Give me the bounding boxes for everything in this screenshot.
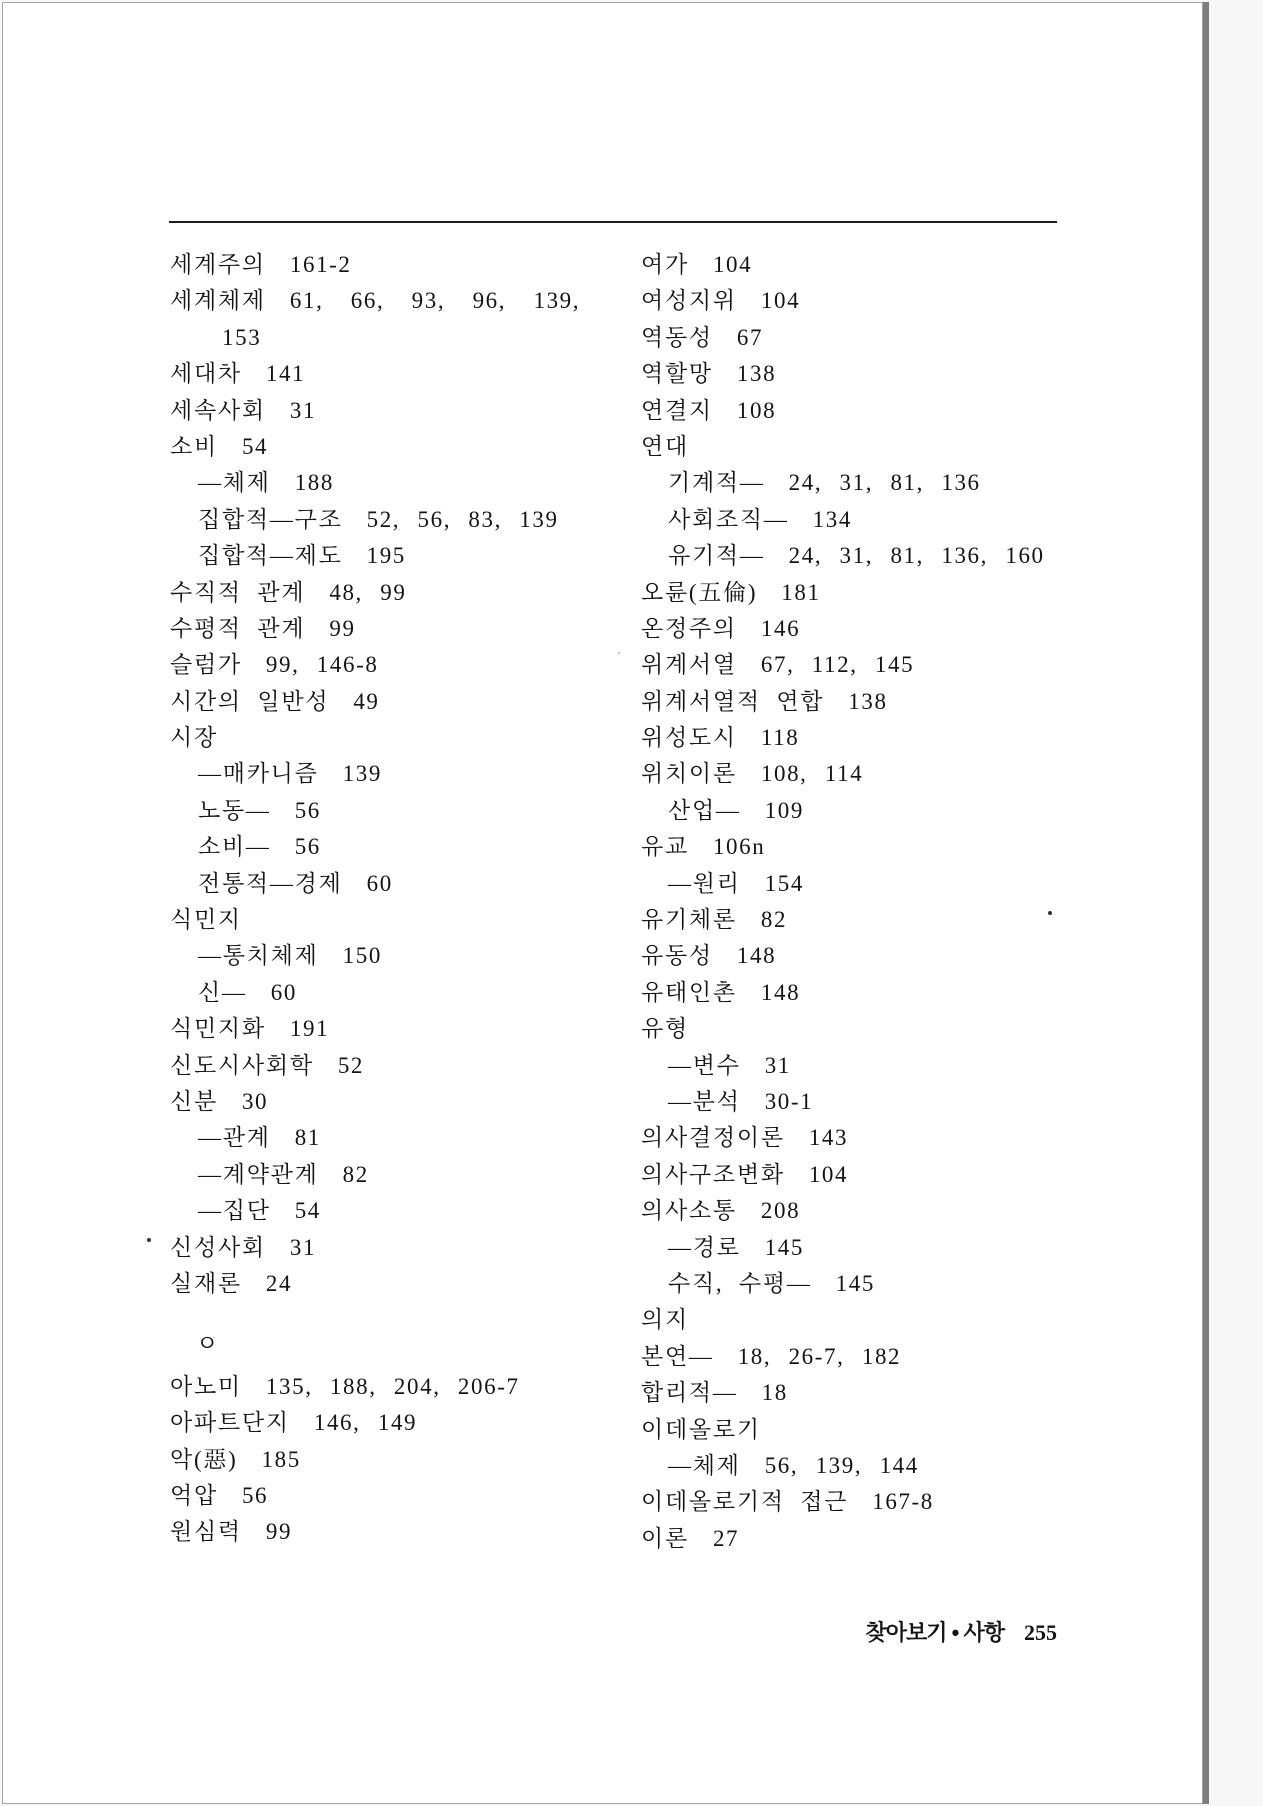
entry-pages: 181: [781, 579, 821, 605]
entry-term: 오륜(五倫): [641, 579, 758, 605]
entry-pages: 52, 56, 83, 139: [366, 506, 559, 532]
entry-term: 소비: [170, 433, 218, 459]
index-entry: [641, 1339, 1161, 1375]
entry-pages: 99, 146-8: [265, 652, 379, 678]
index-subentry: [641, 793, 1161, 829]
index-entry: [170, 684, 625, 720]
index-column-right: [641, 247, 1161, 1557]
index-subentry: [641, 1230, 1161, 1266]
entry-term: 본연—: [641, 1343, 714, 1369]
entry-pages: 185: [261, 1446, 301, 1472]
entry-term: —체제: [668, 1452, 741, 1478]
entry-term: 이데올로기적 접근: [641, 1489, 849, 1515]
index-entry: [170, 1084, 625, 1120]
entry-term: 온정주의: [641, 615, 737, 641]
page-continuation: [170, 320, 625, 356]
entry-pages: 81: [294, 1125, 321, 1151]
entry-term: 집합적—제도: [198, 543, 343, 569]
entry-pages: 109: [764, 797, 804, 823]
index-entry: [641, 720, 1161, 756]
entry-term: 슬럼가: [170, 652, 242, 678]
entry-term: —경로: [668, 1234, 741, 1260]
entry-term: 노동—: [198, 797, 271, 823]
index-subentry: [641, 1266, 1161, 1302]
entry-term: 세대차: [170, 361, 242, 387]
entry-pages: 154: [764, 870, 804, 896]
entry-term: —매카니즘: [198, 761, 319, 787]
entry-term: —원리: [668, 870, 741, 896]
page-number: 255: [1024, 1620, 1057, 1645]
entry-term: 위계서열적 연합: [641, 688, 825, 714]
entry-pages: 31: [289, 1234, 317, 1260]
index-entry: [641, 1521, 1161, 1557]
index-subentry: [641, 465, 1161, 501]
entry-pages: 161-2: [289, 252, 352, 277]
entry-term: 여가: [641, 252, 689, 277]
entry-pages: 27: [712, 1525, 740, 1551]
entry-term: 유형: [641, 1016, 689, 1042]
index-entry: [170, 1011, 625, 1047]
index-entry: [170, 1405, 625, 1441]
entry-pages: 139: [342, 761, 382, 787]
entry-pages: 56: [294, 834, 321, 860]
entry-term: 신분: [170, 1088, 218, 1114]
index-page: [2, 2, 1203, 1804]
index-subentry: [641, 1084, 1161, 1120]
index-entry: [641, 975, 1161, 1011]
entry-term: 세계체제: [170, 288, 266, 314]
entry-term: 의지: [641, 1307, 689, 1333]
entry-pages: 24: [265, 1270, 293, 1296]
entry-term: 위치이론: [641, 761, 737, 787]
entry-pages: 145: [835, 1270, 875, 1296]
index-subentry: [170, 866, 625, 902]
entry-term: 아노미: [170, 1373, 242, 1399]
entry-pages: 56, 139, 144: [764, 1452, 919, 1478]
entry-pages: 24, 31, 81, 136: [788, 470, 981, 496]
index-entry: [170, 1048, 625, 1084]
entry-term: 위계서열: [641, 652, 737, 678]
entry-term: 집합적—구조: [198, 506, 343, 532]
entry-term: 원심력: [170, 1519, 242, 1545]
entry-pages: 150: [342, 943, 382, 969]
entry-term: 합리적—: [641, 1380, 738, 1406]
entry-term: 소비—: [198, 834, 271, 860]
scan-speck: [147, 1238, 151, 1242]
index-subentry: [641, 538, 1161, 574]
entry-pages: 108: [736, 397, 777, 423]
entry-pages: 56: [241, 1482, 269, 1508]
entry-term: 세계주의: [170, 252, 266, 277]
index-entry: [641, 829, 1161, 865]
entry-term: 산업—: [668, 797, 741, 823]
entry-pages: 82: [342, 1161, 369, 1187]
index-entry: [641, 1120, 1161, 1156]
entry-term: 신—: [198, 979, 247, 1005]
index-entry: [170, 1230, 625, 1266]
entry-term: 의사결정이론: [641, 1125, 785, 1151]
entry-pages: 191: [289, 1016, 330, 1042]
entry-term: —분석: [668, 1088, 741, 1114]
top-rule: [169, 221, 1057, 223]
index-entry: [170, 720, 625, 756]
index-entry: [170, 429, 625, 465]
index-subentry: [170, 465, 625, 501]
index-subentry: [170, 829, 625, 865]
index-entry: [170, 1514, 625, 1550]
index-subentry: [170, 1157, 625, 1193]
entry-pages: 208: [760, 1198, 801, 1224]
entry-pages: 141: [265, 361, 306, 387]
entry-pages: 56: [294, 797, 321, 823]
entry-pages: 135, 188, 204, 206-7: [265, 1373, 520, 1399]
entry-pages: 104: [808, 1161, 849, 1187]
entry-pages: 30-1: [764, 1088, 814, 1114]
entry-pages: 118: [760, 725, 800, 751]
entry-pages: 18: [761, 1380, 788, 1406]
entry-pages: 188: [294, 470, 334, 496]
index-entry: [641, 1412, 1161, 1448]
index-entry: [641, 1157, 1161, 1193]
entry-pages: 153: [222, 324, 262, 350]
entry-term: 신도시사회학: [170, 1052, 314, 1078]
entry-term: 식민지화: [170, 1016, 266, 1042]
index-entry: [641, 1302, 1161, 1338]
entry-term: 시장: [170, 725, 218, 751]
entry-pages: 67: [736, 324, 764, 350]
index-subentry: [170, 756, 625, 792]
entry-term: —계약관계: [198, 1161, 319, 1187]
entry-pages: 48, 99: [329, 579, 407, 605]
entry-pages: 99: [265, 1519, 293, 1545]
entry-term: 의사구조변화: [641, 1161, 785, 1187]
index-entry: [641, 1011, 1161, 1047]
index-entry: [170, 1442, 625, 1478]
entry-pages: 99: [329, 615, 356, 641]
index-entry: [170, 647, 625, 683]
scan-speck: [618, 652, 620, 654]
entry-term: 수직, 수평—: [668, 1270, 812, 1296]
index-entry: [641, 1484, 1161, 1520]
index-entry: [170, 1369, 625, 1405]
index-entry: [170, 247, 625, 283]
entry-term: 사회조직—: [668, 506, 789, 532]
index-entry: [641, 938, 1161, 974]
entry-pages: 106n: [712, 834, 766, 860]
entry-pages: 146, 149: [313, 1410, 418, 1436]
index-entry: [641, 575, 1161, 611]
entry-term: 유교: [641, 834, 689, 860]
entry-pages: 18, 26-7, 182: [737, 1343, 902, 1369]
entry-pages: 148: [760, 979, 801, 1005]
index-entry: [170, 902, 625, 938]
entry-term: 아파트단지: [170, 1410, 290, 1436]
entry-pages: 60: [270, 979, 297, 1005]
index-entry: [170, 575, 625, 611]
entry-pages: 67, 112, 145: [760, 652, 915, 678]
index-subentry: [170, 938, 625, 974]
entry-term: 유기적—: [668, 543, 765, 569]
index-entry: [170, 393, 625, 429]
entry-pages: 104: [760, 288, 801, 314]
entry-term: 억압: [170, 1482, 218, 1508]
index-entry: [641, 756, 1161, 792]
index-entry: [641, 647, 1161, 683]
entry-pages: 108, 114: [760, 761, 864, 787]
entry-pages: 30: [241, 1088, 269, 1114]
entry-term: 식민지: [170, 907, 242, 933]
entry-pages: 146: [760, 615, 801, 641]
index-entry: [641, 429, 1161, 465]
entry-term: 실재론: [170, 1270, 242, 1296]
entry-pages: 31: [289, 397, 317, 423]
index-subentry: [170, 793, 625, 829]
index-entry: [641, 356, 1161, 392]
index-subentry: [170, 1193, 625, 1229]
scan-speck: [1048, 911, 1052, 915]
index-subentry: [170, 1120, 625, 1156]
entry-pages: 82: [760, 907, 788, 933]
entry-term: 유태인촌: [641, 979, 737, 1005]
entry-pages: 49: [353, 688, 380, 714]
entry-term: 전통적—경제: [198, 870, 343, 896]
index-entry: [641, 902, 1161, 938]
entry-term: —변수: [668, 1052, 741, 1078]
index-subentry: [641, 866, 1161, 902]
entry-term: 기계적—: [668, 470, 765, 496]
entry-term: —체제: [198, 470, 271, 496]
entry-pages: 145: [764, 1234, 804, 1260]
entry-term: 위성도시: [641, 725, 737, 751]
index-entry: [170, 1266, 625, 1302]
entry-pages: 54: [294, 1198, 321, 1224]
entry-term: 역할망: [641, 361, 713, 387]
index-entry: [641, 1375, 1161, 1411]
index-entry: [641, 393, 1161, 429]
entry-pages: 54: [241, 433, 269, 459]
entry-pages: 31: [764, 1052, 791, 1078]
entry-term: 역동성: [641, 324, 713, 350]
running-footer: [866, 1618, 1057, 1648]
index-subentry: [170, 502, 625, 538]
page-edge-shadow: [1203, 2, 1209, 1804]
entry-term: 수직적 관계: [170, 579, 306, 605]
entry-pages: 143: [808, 1125, 849, 1151]
entry-pages: 52: [337, 1052, 365, 1078]
section-heading: ㅇ: [196, 1331, 219, 1357]
entry-term: 신성사회: [170, 1234, 266, 1260]
entry-term: 연결지: [641, 397, 713, 423]
index-subentry: [170, 975, 625, 1011]
index-entry: [170, 1478, 625, 1514]
index-entry: [170, 611, 625, 647]
entry-term: 악(惡): [170, 1446, 238, 1472]
index-entry: [170, 356, 625, 392]
entry-term: —통치체제: [198, 943, 319, 969]
entry-pages: 138: [848, 688, 888, 714]
index-subentry: [641, 502, 1161, 538]
index-entry: [170, 283, 625, 319]
entry-term: 여성지위: [641, 288, 737, 314]
entry-term: —집단: [198, 1198, 271, 1224]
index-entry: [641, 247, 1161, 283]
index-subentry: [170, 538, 625, 574]
entry-pages: 104: [712, 252, 753, 277]
entry-pages: 138: [736, 361, 777, 387]
entry-pages: 134: [812, 506, 852, 532]
entry-term: 이데올로기: [641, 1416, 761, 1442]
entry-term: 세속사회: [170, 397, 266, 423]
entry-term: 유기체론: [641, 907, 737, 933]
entry-pages: 148: [736, 943, 777, 969]
index-entry: [641, 684, 1161, 720]
entry-pages: 60: [366, 870, 393, 896]
index-entry: [641, 611, 1161, 647]
entry-pages: 195: [366, 543, 406, 569]
entry-term: 의사소통: [641, 1198, 737, 1224]
entry-pages: 167-8: [872, 1489, 934, 1515]
index-entry: [641, 283, 1161, 319]
index-entry: [641, 1193, 1161, 1229]
entry-term: 시간의 일반성: [170, 688, 330, 714]
entry-term: —관계: [198, 1125, 271, 1151]
entry-term: 수평적 관계: [170, 615, 306, 641]
index-subentry: [641, 1448, 1161, 1484]
entry-term: 연대: [641, 433, 689, 459]
footer-label: 찾아보기 • 사항: [865, 1620, 1004, 1645]
entry-pages: 24, 31, 81, 136, 160: [788, 543, 1045, 569]
index-column-left: [170, 247, 625, 1551]
index-subentry: [641, 1048, 1161, 1084]
entry-term: 유동성: [641, 943, 713, 969]
index-entry: [641, 320, 1161, 356]
entry-pages: 61, 66, 93, 96, 139,: [289, 288, 581, 314]
entry-term: 이론: [641, 1525, 689, 1551]
